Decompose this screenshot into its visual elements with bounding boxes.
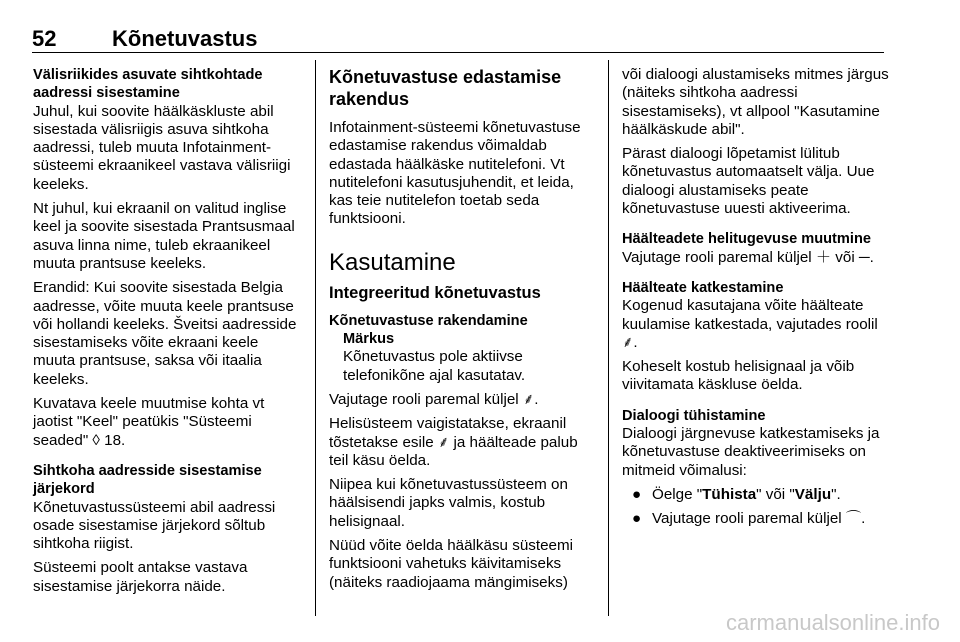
paragraph: Kuvatava keele muutmise kohta vt jaotist "Keel" peatükis "Süsteemi seaded" ◊ 18. xyxy=(33,395,265,449)
bullet-icon: ● xyxy=(632,485,642,503)
bullet-icon: ● xyxy=(632,510,642,528)
note-title: Märkus xyxy=(343,331,395,348)
paragraph: Koheselt kostub helisignaal ja võib viivitamata käskluse öelda. xyxy=(622,358,855,394)
heading-usage: Kasutamine xyxy=(329,248,456,276)
paragraph: Kõnetuvastussüsteemi abil aadressi osade sisestamise järjekord sõltub sihtkoha riigist. xyxy=(33,498,276,553)
paragraph: Helisüsteem vaigistatakse, ekraanil tõstetakse esile ⸙ ja häälteade palub teil käsu öelda. xyxy=(329,415,578,469)
column-2 xyxy=(329,66,597,592)
column-divider xyxy=(608,60,609,616)
heading-foreign-addresses: Välisriikides asuvate sihtkohtade aadressi sisestamine xyxy=(33,67,263,102)
paragraph: Erandid: Kui soovite sisestada Belgia aadresse, võite muuta keele prantsuse või hollandi keeleks. Šveitsi aadresside sisestamiseks võite ekraani keele muuta prantsuse, saksa või itaalia keeleks. xyxy=(33,279,297,388)
paragraph: Süsteemi poolt antakse vastava sisestamise järjekorra näide. xyxy=(33,559,248,595)
heading-cancel-dialog: Dialoogi tühistamine xyxy=(622,407,766,424)
paragraph: Vajutage rooli paremal küljel ⸙. xyxy=(329,390,539,408)
paragraph: Niipea kui kõnetuvastussüsteem on häälsisendi japks valmis, kostub helisignaal. xyxy=(329,476,568,530)
heading-activate: Kõnetuvastuse rakendamine xyxy=(329,312,528,329)
column-3 xyxy=(622,66,892,529)
paragraph: Kogenud kasutajana võite häälteate kuulamise katkestada, vajutades roolil ⸙. xyxy=(622,297,878,351)
paragraph: Juhul, kui soovite häälkäskluste abil sisestada välisriigis asuva sihtkoha aadressi, tuleb muuta Infotainment-süsteemi ekraanikeel vastava välisriigi keeleks. xyxy=(33,102,291,193)
chapter-title: Kõnetuvastus xyxy=(112,26,258,51)
note-box xyxy=(343,330,597,385)
paragraph: Dialoogi järgnevuse katkestamiseks ja kõnetuvastuse deaktiveerimiseks on mitmeid võimalusi: xyxy=(622,425,880,479)
paragraph: või dialoogi alustamiseks mitmes järgus (näiteks sihtkoha aadressi sisestamiseks), vt allpool "Kasutamine häälkäskude abil". xyxy=(622,66,889,138)
paragraph: Vajutage rooli paremal küljel ＋ või ─. xyxy=(622,248,874,266)
heading-address-order: Sihtkoha aadresside sisestamise järjekord xyxy=(33,462,262,498)
page-number: 52 xyxy=(32,26,57,51)
paragraph: Nt juhul, kui ekraanil on valitud inglise keel ja soovite sisestada Prantsusmaal asuva linna nime, tuleb ekraanikeel muuta prantsuse keeleks. xyxy=(33,200,295,272)
paragraph: Nüüd võite öelda häälkäsu süsteemi funktsiooni vahetuks käivitamiseks (näiteks raadiojaama mängimiseks) xyxy=(329,537,573,591)
heading-forwarding-app: Kõnetuvastuse edastamise rakendus xyxy=(329,67,562,109)
paragraph: Infotainment-süsteemi kõnetuvastuse edastamise rakendus võimaldab edastada häälkäske nutitelefoni. Vt nutitelefoni kasutusjuhendit, et leida, kas teie nutitelefon toetab seda funktsiooni. xyxy=(329,119,581,228)
watermark: carmanualsonline.info xyxy=(725,610,940,635)
heading-integrated: Integreeritud kõnetuvastus xyxy=(329,283,541,302)
list-item: ● Vajutage rooli paremal küljel ⌒. xyxy=(632,510,866,528)
column-1 xyxy=(33,66,301,596)
heading-interrupt: Häälteate katkestamine xyxy=(622,279,784,296)
heading-volume: Häälteadete helitugevuse muutmine xyxy=(622,231,871,248)
paragraph: Pärast dialoogi lõpetamist lülitub kõnetuvastus automaatselt välja. Uue dialoogi alustamiseks peate kõnetuvastuse uuesti aktiveerima. xyxy=(622,145,875,218)
column-divider xyxy=(315,60,316,616)
note-text: Kõnetuvastus pole aktiivse telefonikõne ajal kasutatav. xyxy=(343,348,526,384)
list-item: ● Öelge "Tühista" või "Välju". xyxy=(632,485,841,503)
page-header xyxy=(32,22,884,53)
